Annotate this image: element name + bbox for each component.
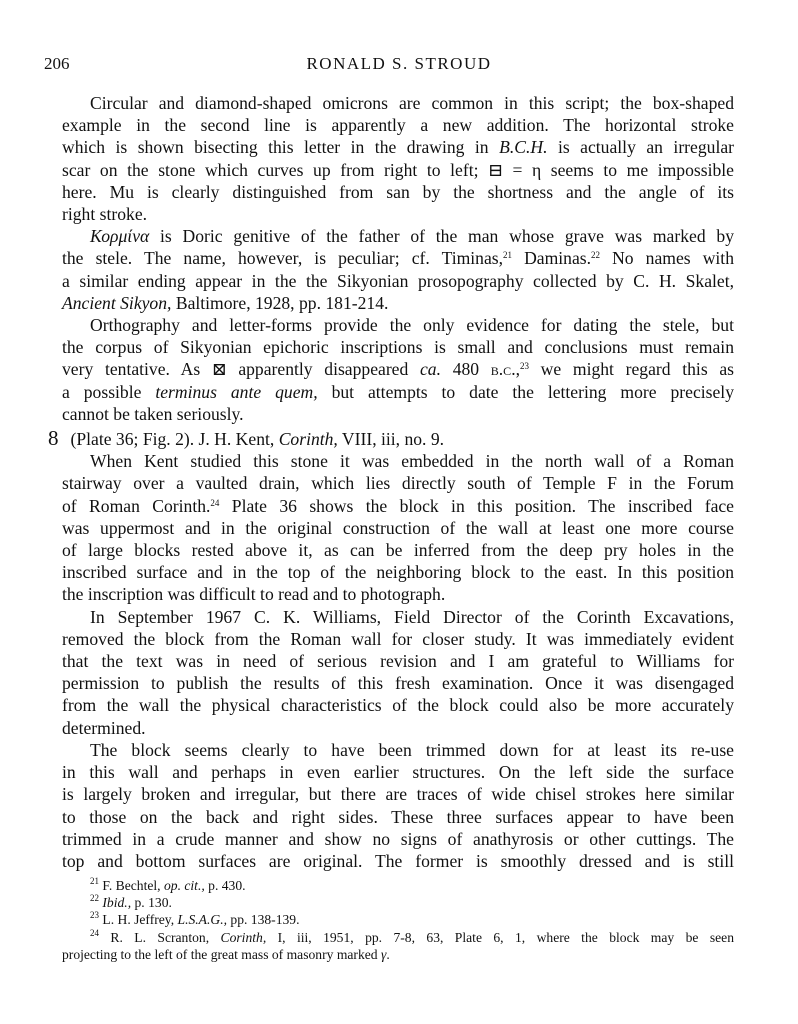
text-span: but attempts to date the lettering more precisely — [317, 381, 734, 402]
text-span: a possible — [62, 381, 156, 402]
greek-letter: γ — [380, 946, 387, 962]
paragraph-kent — [62, 450, 734, 605]
text-line: that the text was in need of serious revision and I am grateful to Williams for — [62, 651, 734, 672]
running-head: RONALD S. STROUD — [306, 54, 492, 73]
text-span: projecting to the left of the great mass of masonry marked — [62, 946, 381, 962]
italic-ref: Corinth, — [278, 429, 338, 450]
text-line: The block seems clearly to have been trimmed down for at least its re-use — [90, 739, 734, 760]
text-line — [62, 381, 734, 403]
footnote-21 — [62, 877, 734, 894]
text-line: Orthography and letter-forms provide the only evidence for dating the stele, but — [90, 315, 734, 336]
text-line: trimmed in a crude manner and show no signs of anathyrosis or other cuttings. The — [62, 828, 734, 849]
text-line: a similar ending appear in the the Sikyonian prosopography collected by C. H. Skalet, — [62, 270, 734, 291]
italic-ref: op. cit., — [163, 878, 205, 893]
text-span: p. 430. — [204, 878, 246, 893]
text-span: which is shown bisecting this letter in the drawing in — [62, 137, 489, 158]
text-line: removed the block from the Roman wall for closer study. It was immediately evident — [62, 628, 734, 649]
text-line: stairway over a vaulted drain, which lies directly south of Temple F in the Forum — [62, 473, 734, 494]
paragraph-dating — [62, 314, 734, 425]
text-span: Daminas. — [512, 248, 592, 269]
text-span: I, iii, 1951, pp. 7-8, 63, Plate 6, 1, where the block may be seen — [266, 929, 735, 945]
footnote-22 — [62, 894, 734, 911]
italic-ref: Ibid., — [102, 895, 132, 911]
paragraph-williams — [62, 606, 734, 739]
greek-word: Κορμίνα — [90, 226, 150, 247]
text-span: VIII, iii, no. 9. — [337, 429, 445, 450]
text-line: Circular and diamond-shaped omicrons are common in this script; the box-shaped — [90, 93, 734, 113]
footnote-number: 22 — [90, 893, 99, 904]
text-line: cannot be taken seriously. — [62, 403, 244, 424]
text-line: top and bottom surfaces are original. The former is smoothly dressed and is still — [62, 850, 734, 871]
text-span: is Doric genitive of the father of the man whose grave was marked by — [149, 226, 734, 247]
text-span: (Plate 36; Fig. 2). J. H. Kent, — [70, 429, 279, 450]
text-line: right stroke. — [62, 204, 148, 225]
text-line — [62, 495, 734, 517]
text-line — [62, 159, 734, 181]
footnote-ref[interactable]: 21 — [503, 250, 513, 261]
text-line: determined. — [62, 717, 146, 738]
italic-ref: terminus ante quem, — [155, 381, 318, 402]
text-line: was uppermost and in the original construction of the wall at least one more course — [62, 517, 734, 538]
text-line: permission to publish the results of this fresh examination. Once it was disengaged — [62, 673, 734, 694]
italic-ref: Corinth, — [220, 929, 267, 945]
text-line — [62, 225, 734, 247]
text-line: from the wall the physical characteristics of the block could also be more accurately — [62, 695, 734, 716]
text-line: the corpus of Sikyonian epichoric inscriptions is small and conclusions must remain — [62, 337, 734, 358]
text-span: F. Bechtel, — [99, 878, 164, 893]
text-span: of Roman Corinth. — [62, 495, 211, 516]
text-span: apparently disappeared — [226, 359, 420, 380]
text-line: the inscription was difficult to read and to photograph. — [62, 584, 446, 605]
page-number: 206 — [44, 54, 70, 73]
text-line — [62, 247, 734, 269]
text-span: L. H. Jeffrey, — [99, 912, 178, 928]
text-span: is actually an irregular — [547, 137, 734, 158]
era-abbrev: b.c., — [490, 359, 520, 380]
footnotes — [62, 877, 734, 963]
text-span: very tentative. As — [62, 359, 212, 380]
footnote-24-continued — [62, 946, 734, 963]
text-line — [62, 358, 734, 380]
text-line: example in the second line is apparently a new addition. The horizontal stroke — [62, 115, 734, 136]
text-line: to those on the back and right sides. These three surfaces appear to have been — [62, 806, 734, 827]
section-number: 8 — [48, 426, 59, 451]
text-span: pp. 138-139. — [227, 912, 300, 928]
footnote-number: 23 — [90, 910, 99, 921]
text-span: seems to me impossible — [550, 159, 734, 180]
italic-ref: L.S.A.G., — [177, 912, 227, 928]
text-span: we might regard this as — [528, 359, 735, 380]
italic-ref: Ancient Sikyon, — [62, 292, 172, 313]
italic-ref: ca. — [419, 359, 441, 380]
paragraph-block — [62, 739, 734, 872]
footnote-ref[interactable]: 24 — [210, 497, 220, 508]
text-line: of large blocks rested above it, as can be inferred from the deep pry holes in the — [62, 540, 734, 561]
text-span: scar on the stone which curves up from right to left; — [62, 159, 479, 180]
body-text — [48, 92, 735, 872]
text-line: in this wall and perhaps in even earlier structures. On the left side the surface — [62, 762, 734, 783]
text-span: . — [386, 946, 390, 962]
text-span: 480 — [441, 359, 491, 380]
footnote-ref[interactable]: 22 — [591, 250, 601, 261]
text-span: No names with — [600, 248, 734, 269]
paragraph-kormina — [62, 225, 734, 314]
text-span: the stele. The name, however, is peculiar; cf. Timinas, — [62, 248, 504, 269]
text-line — [62, 136, 734, 158]
italic-ref: B.C.H. — [499, 137, 548, 158]
text-span: R. L. Scranton, — [99, 929, 221, 945]
text-line: When Kent studied this stone it was embedded in the north wall of a Roman — [90, 451, 734, 472]
footnote-ref[interactable]: 23 — [519, 361, 529, 372]
text-line: here. Mu is clearly distinguished from san by the shortness and the angle of its — [62, 181, 734, 202]
footnote-number: 21 — [90, 876, 99, 886]
footnote-23 — [62, 911, 734, 928]
text-span: Plate 36 shows the block in this position. The inscribed face — [219, 495, 734, 516]
letter-symbol: ⊠ — [211, 359, 227, 380]
text-span: p. 130. — [131, 895, 172, 911]
letter-symbol: ⊟ = η — [478, 159, 551, 180]
footnote-number: 24 — [90, 927, 99, 938]
text-line: is largely broken and irregular, but there are traces of wide chisel strokes here similar — [62, 784, 734, 805]
text-line: inscribed surface and in the top of the neighboring block to the east. In this position — [62, 562, 734, 583]
paragraph-omicrons — [62, 92, 734, 225]
text-line: In September 1967 C. K. Williams, Field Director of the Corinth Excavations, — [90, 606, 734, 627]
page-header — [44, 54, 754, 78]
text-line — [62, 292, 734, 314]
text-span: Baltimore, 1928, pp. 181-214. — [171, 292, 389, 313]
footnote-24 — [62, 929, 734, 946]
section-heading — [48, 427, 734, 450]
